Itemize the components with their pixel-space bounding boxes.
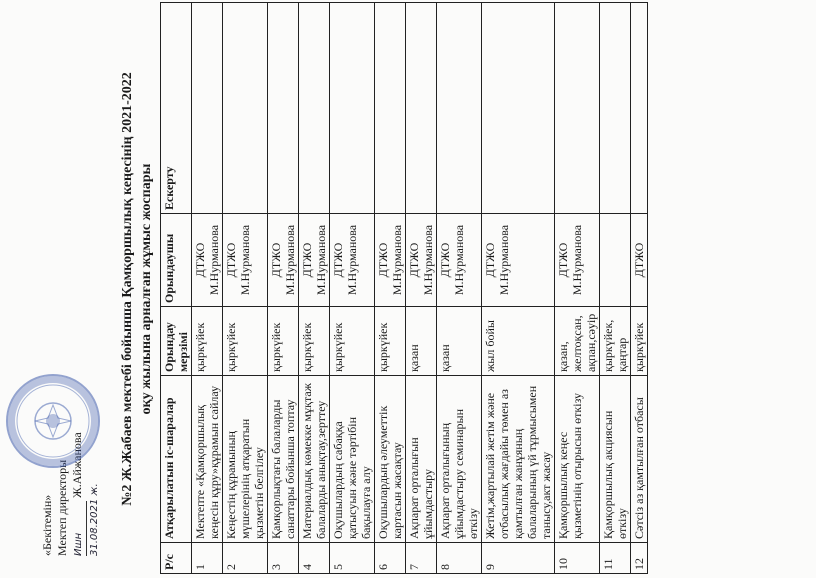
row-term: қазан, желтоқсан, ақпан,сәуір — [555, 307, 600, 376]
row-responsible: ДТЖО М.Нурманова — [223, 214, 268, 307]
row-term: қыркүйек, қаңтар — [600, 307, 631, 376]
row-responsible: ДТЖО М.Нурманова — [406, 214, 437, 307]
row-term: жыл бойы — [482, 307, 555, 376]
row-activity: Ақпарат орталығын ұйымдастыру — [406, 376, 437, 543]
row-note — [192, 3, 223, 214]
row-activity: Қамқоршылық акциясын өткізу — [600, 376, 631, 543]
row-term: қыркүйек — [223, 307, 268, 376]
row-responsible: ДТЖО М.Нурманова — [192, 214, 223, 307]
row-activity: Қамқорлықтағы балаларды санаттары бойынша топтау — [268, 376, 299, 543]
table-row — [437, 3, 482, 574]
approval-label: «Бекітемін» — [40, 494, 54, 556]
row-activity: Ақпарат орталығының ұйымдастыру семинарын өткізу — [437, 376, 482, 543]
row-term: қыркүйек — [631, 307, 648, 376]
table-row — [482, 3, 555, 574]
approval-position: Мектеп директоры — [55, 459, 69, 556]
row-activity: Мектепте «Қамқоршылық кеңесін құру»құрамын сайлау — [192, 376, 223, 543]
row-term: қазан — [406, 307, 437, 376]
row-responsible: ДТЖО М.Нурманова — [299, 214, 330, 307]
row-activity: Сәтсіз аз қамтылған отбасы — [631, 376, 648, 543]
row-term: қыркүйек — [375, 307, 406, 376]
row-number: 9 — [482, 543, 555, 574]
row-activity: Қамқоршылық кеңес қызметінің отырысын өткізу — [555, 376, 600, 543]
row-note — [268, 3, 299, 214]
table-row — [406, 3, 437, 574]
row-responsible: ДТЖО М.Нурманова — [375, 214, 406, 307]
row-activity: Оқушылардың сабаққа қатысуын және тәртібін бақылауға алу — [330, 376, 375, 543]
document-subtitle: оқу жылына арналған жұмыс жоспары — [139, 163, 154, 415]
table-row — [330, 3, 375, 574]
row-term: қыркүйек — [330, 307, 375, 376]
row-note — [330, 3, 375, 214]
row-term: қыркүйек — [192, 307, 223, 376]
row-note — [482, 3, 555, 214]
row-note — [299, 3, 330, 214]
row-activity: Материалдық көмекке мұқтаж балаларды анықтау,зерттеу — [299, 376, 330, 543]
row-term: қазан — [437, 307, 482, 376]
row-number: 10 — [555, 543, 600, 574]
row-note — [631, 3, 648, 214]
row-activity: Жетім,жартылай жетім және отбасылық жағдайы төмен аз қамтылған жанұяның балаларының үй тұрмысымен танысу,акт жасау — [482, 376, 555, 543]
table-row — [555, 3, 600, 574]
row-note — [406, 3, 437, 214]
row-responsible: ДТЖО М.Нурманова — [437, 214, 482, 307]
row-number: 8 — [437, 543, 482, 574]
table-row — [600, 3, 631, 574]
header-activity: Атқарылатын іс-шаралар — [161, 376, 192, 543]
table-row — [192, 3, 223, 574]
row-note — [437, 3, 482, 214]
table-row — [223, 3, 268, 574]
row-responsible: ДТЖО М.Нурманова — [268, 214, 299, 307]
director-signature: Ишн — [71, 501, 87, 556]
row-responsible: ДТЖО — [631, 214, 648, 307]
row-activity: Оқушылардың әлеуметтік картасын жасақтау — [375, 376, 406, 543]
header-note: Ескерту — [161, 3, 192, 214]
row-number: 1 — [192, 543, 223, 574]
row-term: қыркүйек — [268, 307, 299, 376]
row-activity: Кеңестің құрамының мүшелерінің атқаратын қызметін белгілеу — [223, 376, 268, 543]
school-seal-stamp — [6, 374, 100, 468]
table-row — [631, 3, 648, 574]
approval-name: Ж.Айжанова — [70, 432, 84, 498]
row-note — [223, 3, 268, 214]
row-responsible: ДТЖО М.Нурманова — [330, 214, 375, 307]
row-note — [600, 3, 631, 214]
document-title: №2 Ж.Жабаев мектебі бойынша Қамқоршылық кеңесінің 2021-2022 — [120, 72, 135, 506]
row-number: 6 — [375, 543, 406, 574]
row-number: 7 — [406, 543, 437, 574]
row-number: 2 — [223, 543, 268, 574]
row-number: 5 — [330, 543, 375, 574]
row-number: 4 — [299, 543, 330, 574]
table-row — [268, 3, 299, 574]
header-number: Р/с — [161, 543, 192, 574]
header-term: Орындау мерзімі — [161, 307, 192, 376]
table-header-row — [161, 3, 192, 574]
row-responsible: ДТЖО М.Нурманова — [482, 214, 555, 307]
approval-date: 31.08.2021 ж. — [89, 483, 100, 556]
row-number: 11 — [600, 543, 631, 574]
header-responsible: Орындаушы — [161, 214, 192, 307]
table-row — [375, 3, 406, 574]
row-term: қыркүйек — [299, 307, 330, 376]
table-row — [299, 3, 330, 574]
row-responsible — [600, 214, 631, 307]
row-note — [375, 3, 406, 214]
work-plan-table — [160, 2, 648, 574]
row-number: 3 — [268, 543, 299, 574]
row-responsible: ДТЖО М.Нурманова — [555, 214, 600, 307]
row-number: 12 — [631, 543, 648, 574]
row-note — [555, 3, 600, 214]
